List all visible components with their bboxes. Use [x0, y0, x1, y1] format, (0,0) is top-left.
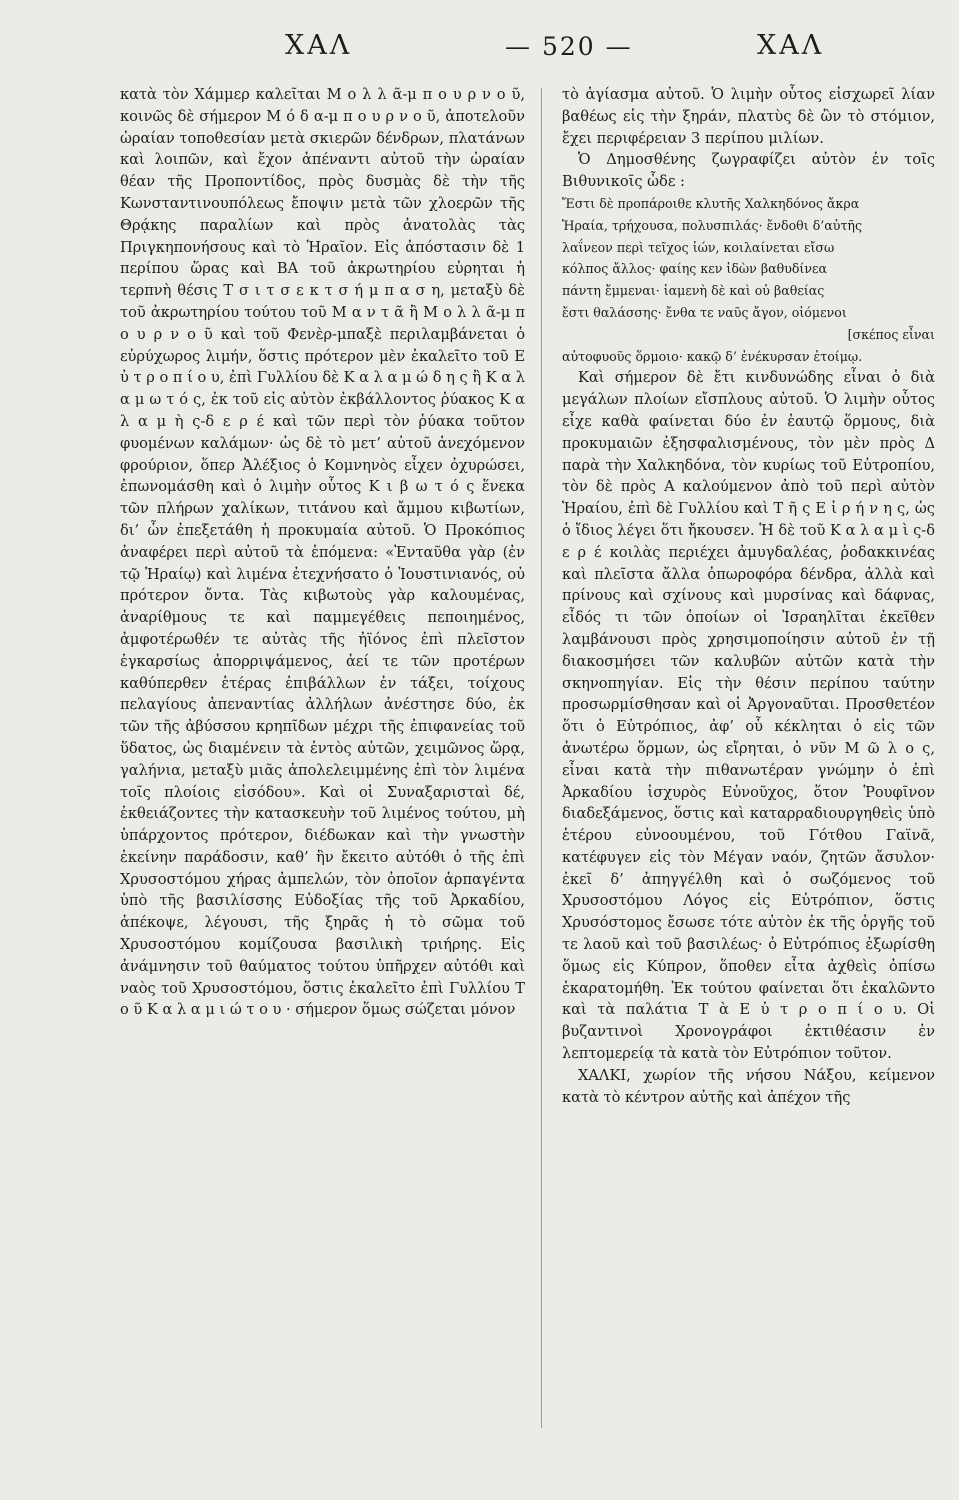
right-column [562, 84, 935, 1429]
verse-line: ἔστι θαλάσσης· ἔνθα τε ναῦς ἄγον, οἰόμενοι [562, 304, 847, 320]
header-right-term: ΧΑΛ [757, 30, 825, 61]
right-paragraph-2: Ὁ Δημοσθένης ζωγραφίζει αὐτὸν ἐν τοῖς Βιθυνικοῖς ὧδε : [562, 151, 935, 191]
verse-line: αὐτοφυοῦς ὅρμοιο· κακῷ δ’ ἐνέκυρσαν ἐτοίμῳ. [562, 348, 863, 364]
verse-line: κόλπος ἄλλος· φαίης κεν ἰδὼν βαθυδίνεα [562, 261, 828, 277]
verse-line: πάντη ἔμμεναι· ἱαμενὴ δὲ καὶ οὐ βαθείας [562, 283, 825, 299]
left-paragraph-1: κατὰ τὸν Χάμμερ καλεῖται Μ ο λ λ ᾶ-μ π ο υ ρ ν ο ῦ, κοινῶς δὲ σήμερον Μ ό δ α-μ π ο υ ρ ν ο ῦ, ἀποτελοῦν ὡραίαν τοποθεσίαν μετὰ σκιερῶν δένδρων, πλατάνων καὶ λοιπῶν, καὶ ἔχον ἀπέναντι αὐτοῦ τὴν ὡραίαν θέαν τῆς Προποντίδος, πρὸς δυσμὰς δὲ τὴν τῆς Κωνσταντινουπόλεως ἔποψιν μετὰ τῶν χλοερῶν τῆς Θρᾴκης παραλίων καὶ πρὸς ἀνατολὰς τὰς Πριγκηπονήσους καὶ τὸ Ἡραῖον. Εἰς ἀπόστασιν δὲ 1 περίπου ὥρας καὶ ΒΑ τοῦ ἀκρωτηρίου εὑρηται ἡ τερπνὴ θέσις Τ σ ι τ σ ε κ τ σ ή μ π α σ η, μεταξὺ δὲ τοῦ ἀκρωτηρίου τούτου τοῦ Μ α ν τ ᾶ ἢ Μ ο λ λ ᾶ-μ π ο υ ρ ν ο ῦ καὶ τοῦ Φενὲρ-μπαξὲ περιλαμβάνεται ὁ εὐρύχωρος λιμήν, ὅστις πρότερον μὲν ἐκαλεῖτο τοῦ Ε ὐ τ ρ ο π ί ο υ, ἐπὶ Γυλλίου δὲ Κ α λ α μ ώ δ η ς ἢ Κ α λ α μ ω τ ό ς, ἐκ τοῦ εἰς αὐτὸν ἐκβάλλοντος ῥύακος Κ α λ α μ ὴ ς-δ ε ρ έ καὶ τῶν περὶ τὸν ῥύακα τοῦτον φυομένων καλάμων· ὡς δὲ τὸ μετ’ αὐτοῦ ἀνεχόμενον φρούριον, ὅπερ Ἀλέξιος ὁ Κομνηνὸς εἶχεν ὀχυρώσει, ἐπωνομάσθη καὶ ὁ λιμὴν οὗτος Κ ι β ω τ ό ς ἕνεκα τῶν πλήρων χαλίκων, τιτάνου καὶ ἄμμου κιβωτίων, δι’ ὧν ἐπεξετάθη ἡ προκυμαία αὐτοῦ. Ὁ Προκόπιος ἀναφέρει περὶ αὐτοῦ τὰ ἑπόμενα: «Ἐνταῦθα γὰρ (ἐν τῷ Ἡραίῳ) καὶ λιμένα ἐτεχνήσατο ὁ Ἰουστινιανός, οὐ πρότερον ὄντα. Τὰς κιβωτοὺς γὰρ καλουμένας, ἀναρίθμους τε καὶ παμμεγέθεις πεποιημένος, ἀμφοτέρωθέν τε αὐτὰς τῆς ἠϊόνος ἐπὶ πλεῖστον ἐγκαρσίως ἀπορριψάμενος, ἀεί τε τῶν προτέρων καθύπερθεν ἑτέρας ἐπιβάλλων ἐν τάξει, τοίχους πελαγίους ἀπεναντίας ἀλλήλων ἀνέστησε δύο, ἐκ τῶν τῆς ἀβύσσου κρηπῖδων μέχρι τῆς ἐπιφανείας τοῦ ὕδατος, ὡς διαμένειν τὰ ἐντὸς αὐτῶν, χειμῶνος ὥρᾳ, γαλήνια, μεταξὺ μιᾶς ἀπολελειμμένης ἐπὶ τὸν λιμένα τοῖς πλοίοις εἰσόδου». Καὶ οἱ Συναξαρισταὶ δέ, ἐκθειάζοντες τὴν κατασκευὴν τοῦ λιμένος τούτου, μὴ ὑπάρχοντος πρότερον, διέδωκαν καὶ τὴν γνωστὴν ἐκείνην παράδοσιν, καθ’ ἣν ἔκειτο αὐτόθι ὁ τῆς ἐπὶ Χρυσοστόμου χήρας ἀμπελών, τὸν ὁποῖον ἁρπαγέντα ὑπὸ τῆς βασιλίσσης Εὐδοξίας τῆς τοῦ Ἀρκαδίου, ἀπέκοψε, λέγουσι, τῆς ξηρᾶς ἡ τὸ σῶμα τοῦ Χρυσοστόμου κομίζουσα βασιλικὴ τριήρης. Εἰς ἀνάμνησιν τοῦ θαύματος τούτου ὑπῆρχεν αὐτόθι καὶ ναὸς τοῦ Χρυσοστόμου, ὅστις ἐκαλεῖτο ἐπὶ Γυλλίου Τ ο ῦ Κ α λ α μ ι ώ τ ο υ · σήμερον ὅμως σώζεται μόνον [120, 86, 525, 1019]
right-paragraph-3: Καὶ σήμερον δὲ ἔτι κινδυνώδης εἶναι ὁ διὰ μεγάλων πλοίων εἴσπλους αὐτοῦ. Ὁ λιμὴν οὗτος εἶχε καθὰ φαίνεται δύο ἐν ἑαυτῷ ὅρμους, διὰ προκυμαιῶν ἐξησφαλισμένους, τὸν μὲν πρὸς Δ παρὰ τὴν Χαλκηδόνα, τὸν κυρίως τοῦ Εὐτροπίου, τὸν δὲ πρὸς Α καλούμενον ἀπὸ τοῦ περὶ αὐτὸν Ἡραίου, ἐπὶ δὲ Γυλλίου καὶ Τ ῆ ς Ε ἰ ρ ή ν η ς, ὡς ὁ ἴδιος λέγει ὅτι ἤκουσεν. Ἡ δὲ τοῦ Κ α λ α μ ὶ ς-δ ε ρ έ κοιλὰς περιέχει ἀμυγδαλέας, ῥοδακκινέας καὶ πλεῖστα ἄλλα ὀπωροφόρα δένδρα, ἀλλὰ καὶ πρίνους καὶ σχίνους καὶ μυρσίνας καὶ δάφνας, εἶδός τι τῶν ὁποίων οἱ Ἰσραηλῖται ἐκεῖθεν λαμβάνουσι πρὸς χρησιμοποίησιν αὐτοῦ ἐν τῇ διακοσμήσει τῶν καλυβῶν αὐτῶν κατὰ τὴν σκηνοπηγίαν. Εἰς τὴν θέσιν περίπου ταύτην προσωρμίσθησαν καὶ οἱ Ἀργοναῦται. Προσθετέον ὅτι ὁ Εὐτρόπιος, ἀφ’ οὗ κέκληται ὁ εἰς τῶν ἀνωτέρω ὅρμων, ὡς εἴρηται, ὁ νῦν Μ ῶ λ ο ς, εἶναι κατὰ τὴν πιθανωτέραν γνώμην ὁ ἐπὶ Ἀρκαδίου ἰσχυρὸς Εὐνοῦχος, ὅτον Ῥουφῖνον διαδεξάμενος, ὅστις καὶ καταρραδιουργηθεὶς ὑπὸ ἑτέρου εὐνοουμένου, τοῦ Γότθου Γαϊνᾶ, κατέφυγεν εἰς τὸν Μέγαν ναόν, ζητῶν ἄσυλον· ἐκεῖ δ’ ἀπηγγέλθη καὶ ὁ σωζόμενος τοῦ Χρυσοστόμου Λόγος εἰς Εὐτρόπιον, ὅστις Χρυσόστομος ἔσωσε τότε αὐτὸν ἐκ τῆς ὀργῆς τοῦ τε λαοῦ καὶ τοῦ βασιλέως· ὁ Εὐτρόπιος ἐξωρίσθη ὅμως εἰς Κύπρον, ὅποθεν εἶτα ἀχθεὶς ὀπίσω ἐκαρατομήθη. Ἐκ τούτου φαίνεται ὅτι ἐκαλῶντο καὶ τὰ παλάτια Τ ὰ Ε ὐ τ ρ ο π ί ο υ. Οἱ βυζαντινοὶ Χρονογράφοι ἐκτιθέασιν ἐν λεπτομερείᾳ τὰ κατὰ τὸν Εὐτρόπιον τοῦτον. [562, 369, 935, 1063]
right-paragraph-4: ΧΑΛΚΙ, χωρίον τῆς νήσου Νάξου, κείμενον κατὰ τὸ κέντρον αὐτῆς καὶ ἀπέχον τῆς [562, 1066, 935, 1106]
column-divider [541, 88, 542, 1428]
header-left-term: ΧΑΛ [285, 30, 353, 61]
verse-line: λαΐνεον περὶ τεῖχος ἰών, κοιλαίνεται εἴσω [562, 239, 835, 255]
verse-line-continuation: [σκέπος εἶναι [847, 326, 935, 342]
page-number: — 520 — [505, 32, 633, 61]
page-header [0, 30, 959, 70]
verse-line: Ἔστι δὲ προπάροιθε κλυτῆς Χαλκηδόνος ἄκρα [562, 195, 860, 211]
right-paragraph-1: τὸ ἁγίασμα αὐτοῦ. Ὁ λιμὴν οὗτος εἰσχωρεῖ λίαν βαθέως εἰς τὴν ξηράν, πλατὺς δὲ ὢν τὸ στόμιον, ἔχει περιφέρειαν 3 περίπου μιλίων. [562, 86, 935, 147]
verse-line: Ἡραία, τρήχουσα, πολυσπιλάς· ἔνδοθι δ’αὐτῆς [562, 217, 863, 233]
left-column [120, 84, 525, 1429]
verse-quote [562, 193, 935, 367]
